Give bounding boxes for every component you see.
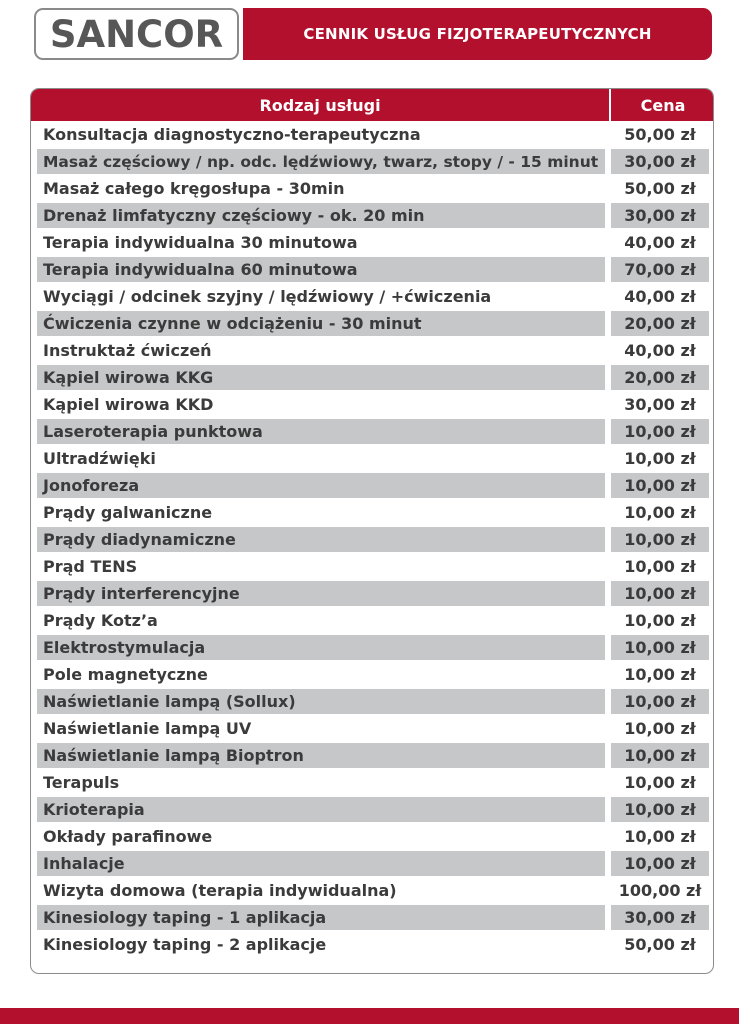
table-row bbox=[31, 931, 714, 958]
table-row bbox=[31, 364, 714, 391]
service-price: 10,00 zł bbox=[611, 635, 709, 660]
service-price: 50,00 zł bbox=[624, 179, 696, 198]
table-row bbox=[31, 445, 714, 472]
logo-text: SANCOR bbox=[49, 12, 224, 56]
column-header-price: Cena bbox=[640, 95, 686, 115]
service-price: 10,00 zł bbox=[611, 743, 709, 768]
service-name: Masaż całego kręgosłupa - 30min bbox=[43, 179, 345, 198]
footer-bar bbox=[0, 1008, 739, 1024]
service-name: Terapia indywidualna 30 minutowa bbox=[43, 233, 358, 252]
service-name: Masaż częściowy / np. odc. lędźwiowy, twarz, stopy / - 15 minut bbox=[37, 149, 605, 174]
table-row bbox=[31, 256, 714, 283]
service-name: Pole magnetyczne bbox=[43, 665, 208, 684]
service-price: 40,00 zł bbox=[624, 287, 696, 306]
table-row bbox=[31, 904, 714, 931]
header-bar bbox=[243, 8, 712, 60]
service-price: 10,00 zł bbox=[624, 827, 696, 846]
service-name: Terapuls bbox=[43, 773, 120, 792]
table-row bbox=[31, 202, 714, 229]
service-name: Konsultacja diagnostyczno-terapeutyczna bbox=[43, 125, 421, 144]
table-row bbox=[31, 688, 714, 715]
service-price: 40,00 zł bbox=[624, 341, 696, 360]
service-name: Jonoforeza bbox=[37, 473, 605, 498]
table-row bbox=[31, 283, 714, 310]
service-name: Kinesiology taping - 1 aplikacja bbox=[37, 905, 605, 930]
table-row bbox=[31, 148, 714, 175]
service-name: Kąpiel wirowa KKG bbox=[37, 365, 605, 390]
service-price: 10,00 zł bbox=[624, 557, 696, 576]
service-price: 10,00 zł bbox=[624, 503, 696, 522]
service-price: 10,00 zł bbox=[624, 773, 696, 792]
table-row bbox=[31, 310, 714, 337]
service-price: 30,00 zł bbox=[624, 395, 696, 414]
table-row bbox=[31, 742, 714, 769]
service-price: 10,00 zł bbox=[611, 851, 709, 876]
table-row bbox=[31, 337, 714, 364]
page-title: CENNIK USŁUG FIZJOTERAPEUTYCZNYCH bbox=[303, 25, 652, 43]
table-row bbox=[31, 607, 714, 634]
table-row bbox=[31, 499, 714, 526]
table-header bbox=[31, 89, 714, 121]
service-price: 10,00 zł bbox=[611, 689, 709, 714]
table-row bbox=[31, 634, 714, 661]
service-name: Naświetlanie lampą (Sollux) bbox=[37, 689, 605, 714]
service-name: Naświetlanie lampą Bioptron bbox=[37, 743, 605, 768]
service-name: Ultradźwięki bbox=[43, 449, 156, 468]
table-row bbox=[31, 769, 714, 796]
service-name: Ćwiczenia czynne w odciążeniu - 30 minut bbox=[37, 311, 605, 336]
service-price: 30,00 zł bbox=[611, 905, 709, 930]
service-name: Laseroterapia punktowa bbox=[37, 419, 605, 444]
service-price: 10,00 zł bbox=[624, 611, 696, 630]
table-row bbox=[31, 175, 714, 202]
service-price: 20,00 zł bbox=[611, 365, 709, 390]
service-price: 100,00 zł bbox=[618, 881, 702, 900]
service-price: 50,00 zł bbox=[624, 935, 696, 954]
service-price: 40,00 zł bbox=[624, 233, 696, 252]
service-price: 10,00 zł bbox=[624, 449, 696, 468]
table-row bbox=[31, 526, 714, 553]
table-row bbox=[31, 823, 714, 850]
logo bbox=[34, 8, 239, 60]
table-row bbox=[31, 121, 714, 148]
service-name: Okłady parafinowe bbox=[43, 827, 213, 846]
service-price: 30,00 zł bbox=[611, 203, 709, 228]
column-header-service: Rodzaj usługi bbox=[259, 95, 381, 115]
service-price: 10,00 zł bbox=[611, 581, 709, 606]
service-price: 10,00 zł bbox=[624, 665, 696, 684]
table-row bbox=[31, 391, 714, 418]
service-name: Wizyta domowa (terapia indywidualna) bbox=[43, 881, 397, 900]
service-price: 20,00 zł bbox=[611, 311, 709, 336]
table-row bbox=[31, 796, 714, 823]
service-name: Wyciągi / odcinek szyjny / lędźwiowy / +ćwiczenia bbox=[43, 287, 492, 306]
service-name: Prąd TENS bbox=[43, 557, 138, 576]
service-name: Prądy galwaniczne bbox=[43, 503, 213, 522]
table-row bbox=[31, 661, 714, 688]
service-name: Drenaż limfatyczny częściowy - ok. 20 min bbox=[37, 203, 605, 228]
service-name: Kąpiel wirowa KKD bbox=[43, 395, 214, 414]
table-row bbox=[31, 472, 714, 499]
service-name: Instruktaż ćwiczeń bbox=[43, 341, 212, 360]
service-name: Prądy Kotz’a bbox=[43, 611, 158, 630]
service-name: Elektrostymulacja bbox=[37, 635, 605, 660]
service-price: 50,00 zł bbox=[624, 125, 696, 144]
service-price: 10,00 zł bbox=[611, 419, 709, 444]
service-price: 10,00 zł bbox=[611, 473, 709, 498]
service-price: 10,00 zł bbox=[624, 719, 696, 738]
table-row bbox=[31, 229, 714, 256]
service-name: Inhalacje bbox=[37, 851, 605, 876]
table-body bbox=[31, 121, 714, 958]
price-table bbox=[30, 88, 714, 974]
service-price: 70,00 zł bbox=[611, 257, 709, 282]
service-name: Kinesiology taping - 2 aplikacje bbox=[43, 935, 327, 954]
table-row bbox=[31, 850, 714, 877]
service-name: Prądy interferencyjne bbox=[37, 581, 605, 606]
service-price: 10,00 zł bbox=[611, 797, 709, 822]
table-row bbox=[31, 580, 714, 607]
table-row bbox=[31, 553, 714, 580]
table-row bbox=[31, 715, 714, 742]
service-name: Naświetlanie lampą UV bbox=[43, 719, 252, 738]
service-price: 30,00 zł bbox=[611, 149, 709, 174]
service-name: Terapia indywidualna 60 minutowa bbox=[37, 257, 605, 282]
table-row bbox=[31, 418, 714, 445]
service-name: Prądy diadynamiczne bbox=[37, 527, 605, 552]
service-price: 10,00 zł bbox=[611, 527, 709, 552]
table-row bbox=[31, 877, 714, 904]
service-name: Krioterapia bbox=[37, 797, 605, 822]
